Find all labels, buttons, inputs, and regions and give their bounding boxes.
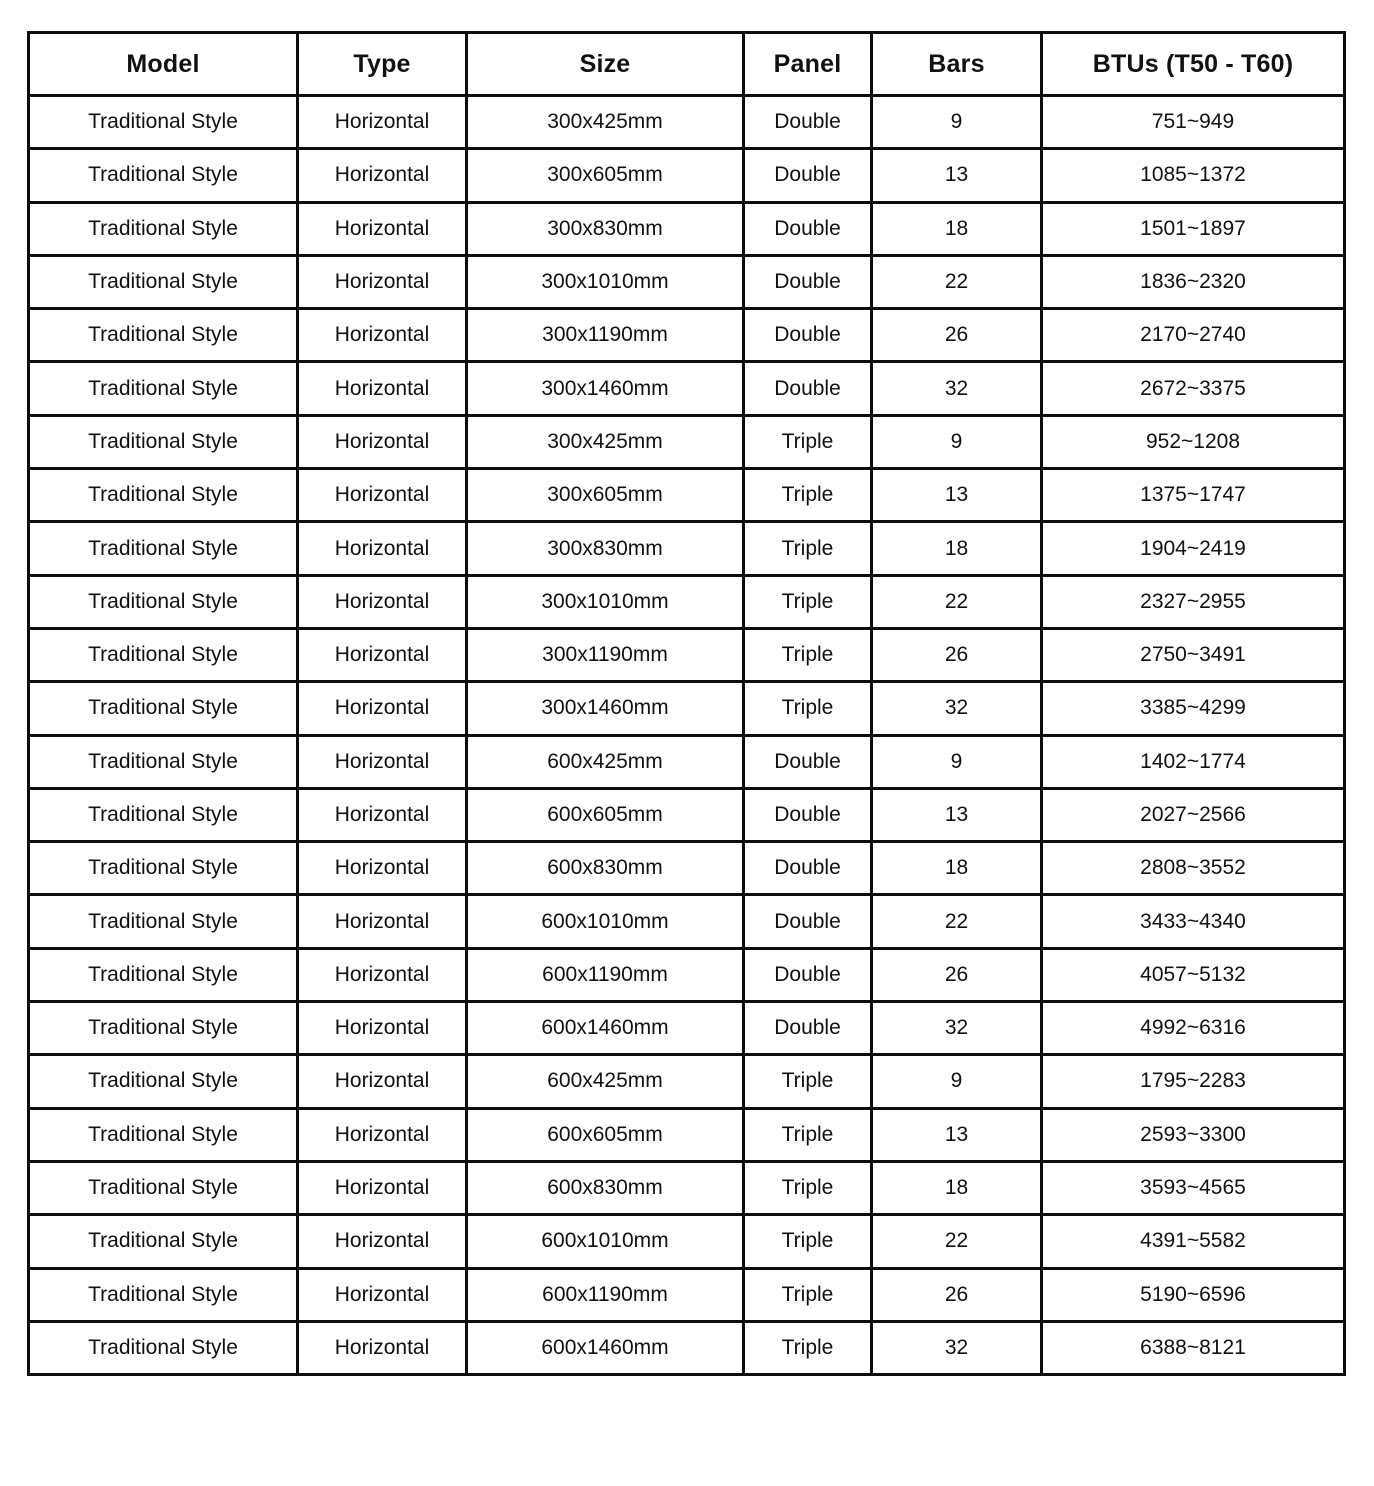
cell-btus: 5190~6596 [1042,1268,1345,1321]
cell-type: Horizontal [298,309,467,362]
cell-bars: 13 [872,469,1042,522]
cell-model: Traditional Style [29,362,298,415]
cell-bars: 9 [872,1055,1042,1108]
cell-bars: 18 [872,1161,1042,1214]
cell-btus: 952~1208 [1042,415,1345,468]
cell-size: 300x1010mm [467,255,744,308]
header-model: Model [29,33,298,96]
cell-bars: 9 [872,96,1042,149]
table-row [29,255,1345,308]
cell-btus: 2170~2740 [1042,309,1345,362]
cell-model: Traditional Style [29,96,298,149]
cell-model: Traditional Style [29,1002,298,1055]
cell-model: Traditional Style [29,1215,298,1268]
cell-size: 300x605mm [467,469,744,522]
cell-type: Horizontal [298,788,467,841]
cell-btus: 3593~4565 [1042,1161,1345,1214]
cell-panel: Triple [744,575,872,628]
cell-bars: 13 [872,788,1042,841]
cell-type: Horizontal [298,469,467,522]
cell-btus: 1085~1372 [1042,149,1345,202]
cell-panel: Triple [744,1161,872,1214]
cell-btus: 2027~2566 [1042,788,1345,841]
cell-type: Horizontal [298,895,467,948]
table-row [29,415,1345,468]
cell-size: 600x425mm [467,1055,744,1108]
table-row [29,96,1345,149]
cell-bars: 22 [872,895,1042,948]
cell-btus: 3385~4299 [1042,682,1345,735]
cell-panel: Double [744,255,872,308]
cell-bars: 32 [872,682,1042,735]
radiator-spec-table [27,31,1346,1376]
cell-bars: 9 [872,735,1042,788]
cell-model: Traditional Style [29,682,298,735]
cell-panel: Triple [744,1268,872,1321]
cell-bars: 18 [872,842,1042,895]
cell-model: Traditional Style [29,1055,298,1108]
header-btus: BTUs (T50 - T60) [1042,33,1345,96]
table-row [29,842,1345,895]
cell-size: 600x830mm [467,842,744,895]
cell-type: Horizontal [298,1002,467,1055]
header-row [29,33,1345,96]
cell-panel: Triple [744,1055,872,1108]
cell-panel: Double [744,309,872,362]
cell-type: Horizontal [298,575,467,628]
table-row [29,522,1345,575]
cell-bars: 22 [872,575,1042,628]
cell-type: Horizontal [298,96,467,149]
cell-model: Traditional Style [29,948,298,1001]
header-size: Size [467,33,744,96]
table-row [29,149,1345,202]
cell-panel: Double [744,202,872,255]
cell-btus: 1795~2283 [1042,1055,1345,1108]
cell-panel: Triple [744,682,872,735]
cell-type: Horizontal [298,415,467,468]
cell-panel: Double [744,948,872,1001]
cell-type: Horizontal [298,255,467,308]
cell-type: Horizontal [298,202,467,255]
cell-btus: 751~949 [1042,96,1345,149]
cell-type: Horizontal [298,1321,467,1374]
cell-btus: 3433~4340 [1042,895,1345,948]
cell-model: Traditional Style [29,309,298,362]
cell-btus: 2750~3491 [1042,628,1345,681]
cell-btus: 4057~5132 [1042,948,1345,1001]
table-row [29,1108,1345,1161]
cell-btus: 4391~5582 [1042,1215,1345,1268]
cell-panel: Triple [744,1215,872,1268]
cell-model: Traditional Style [29,575,298,628]
table-row [29,1215,1345,1268]
cell-model: Traditional Style [29,895,298,948]
cell-model: Traditional Style [29,522,298,575]
cell-bars: 18 [872,202,1042,255]
cell-size: 300x1190mm [467,309,744,362]
cell-size: 600x1010mm [467,895,744,948]
cell-btus: 1836~2320 [1042,255,1345,308]
cell-bars: 13 [872,149,1042,202]
cell-bars: 32 [872,1321,1042,1374]
cell-btus: 1375~1747 [1042,469,1345,522]
cell-bars: 22 [872,1215,1042,1268]
cell-panel: Double [744,149,872,202]
cell-panel: Double [744,895,872,948]
cell-panel: Double [744,362,872,415]
table-row [29,895,1345,948]
table-row [29,309,1345,362]
cell-panel: Triple [744,469,872,522]
cell-size: 300x830mm [467,202,744,255]
cell-size: 600x1460mm [467,1002,744,1055]
cell-btus: 2327~2955 [1042,575,1345,628]
cell-panel: Double [744,735,872,788]
header-bars: Bars [872,33,1042,96]
cell-btus: 6388~8121 [1042,1321,1345,1374]
cell-model: Traditional Style [29,788,298,841]
table-row [29,202,1345,255]
cell-type: Horizontal [298,735,467,788]
cell-model: Traditional Style [29,255,298,308]
cell-type: Horizontal [298,1161,467,1214]
cell-bars: 26 [872,628,1042,681]
cell-panel: Triple [744,628,872,681]
cell-model: Traditional Style [29,1268,298,1321]
cell-size: 300x1190mm [467,628,744,681]
cell-size: 300x1460mm [467,682,744,735]
cell-model: Traditional Style [29,1161,298,1214]
cell-btus: 2593~3300 [1042,1108,1345,1161]
cell-btus: 2672~3375 [1042,362,1345,415]
cell-model: Traditional Style [29,1321,298,1374]
cell-model: Traditional Style [29,149,298,202]
cell-panel: Double [744,96,872,149]
cell-bars: 13 [872,1108,1042,1161]
cell-btus: 2808~3552 [1042,842,1345,895]
cell-panel: Triple [744,1108,872,1161]
cell-type: Horizontal [298,1108,467,1161]
table-row [29,948,1345,1001]
cell-btus: 1402~1774 [1042,735,1345,788]
header-type: Type [298,33,467,96]
table-row [29,628,1345,681]
cell-bars: 26 [872,948,1042,1001]
cell-model: Traditional Style [29,735,298,788]
cell-type: Horizontal [298,522,467,575]
cell-type: Horizontal [298,682,467,735]
cell-bars: 22 [872,255,1042,308]
table-row [29,1055,1345,1108]
cell-panel: Double [744,788,872,841]
cell-model: Traditional Style [29,202,298,255]
table-row [29,362,1345,415]
cell-size: 600x1190mm [467,948,744,1001]
table-row [29,682,1345,735]
cell-type: Horizontal [298,1215,467,1268]
cell-bars: 9 [872,415,1042,468]
table-row [29,735,1345,788]
cell-size: 600x1460mm [467,1321,744,1374]
cell-size: 600x1190mm [467,1268,744,1321]
cell-size: 300x1460mm [467,362,744,415]
cell-size: 600x605mm [467,1108,744,1161]
cell-type: Horizontal [298,948,467,1001]
cell-model: Traditional Style [29,1108,298,1161]
table-row [29,1268,1345,1321]
cell-bars: 32 [872,362,1042,415]
cell-type: Horizontal [298,362,467,415]
cell-bars: 26 [872,309,1042,362]
cell-size: 600x830mm [467,1161,744,1214]
table-row [29,1161,1345,1214]
cell-size: 300x425mm [467,415,744,468]
cell-btus: 4992~6316 [1042,1002,1345,1055]
cell-size: 300x425mm [467,96,744,149]
cell-bars: 18 [872,522,1042,575]
cell-btus: 1904~2419 [1042,522,1345,575]
table-row [29,1002,1345,1055]
cell-type: Horizontal [298,149,467,202]
cell-btus: 1501~1897 [1042,202,1345,255]
cell-size: 300x1010mm [467,575,744,628]
cell-bars: 26 [872,1268,1042,1321]
cell-size: 300x605mm [467,149,744,202]
cell-panel: Double [744,1002,872,1055]
cell-bars: 32 [872,1002,1042,1055]
cell-size: 600x425mm [467,735,744,788]
cell-model: Traditional Style [29,628,298,681]
cell-size: 600x1010mm [467,1215,744,1268]
cell-model: Traditional Style [29,469,298,522]
table-row [29,1321,1345,1374]
cell-panel: Triple [744,522,872,575]
table-row [29,469,1345,522]
cell-model: Traditional Style [29,415,298,468]
cell-size: 300x830mm [467,522,744,575]
table-row [29,575,1345,628]
cell-panel: Triple [744,415,872,468]
table-row [29,788,1345,841]
cell-type: Horizontal [298,842,467,895]
cell-type: Horizontal [298,1268,467,1321]
cell-type: Horizontal [298,628,467,681]
header-panel: Panel [744,33,872,96]
cell-model: Traditional Style [29,842,298,895]
table-body [29,96,1345,1375]
cell-panel: Double [744,842,872,895]
cell-size: 600x605mm [467,788,744,841]
cell-type: Horizontal [298,1055,467,1108]
cell-panel: Triple [744,1321,872,1374]
